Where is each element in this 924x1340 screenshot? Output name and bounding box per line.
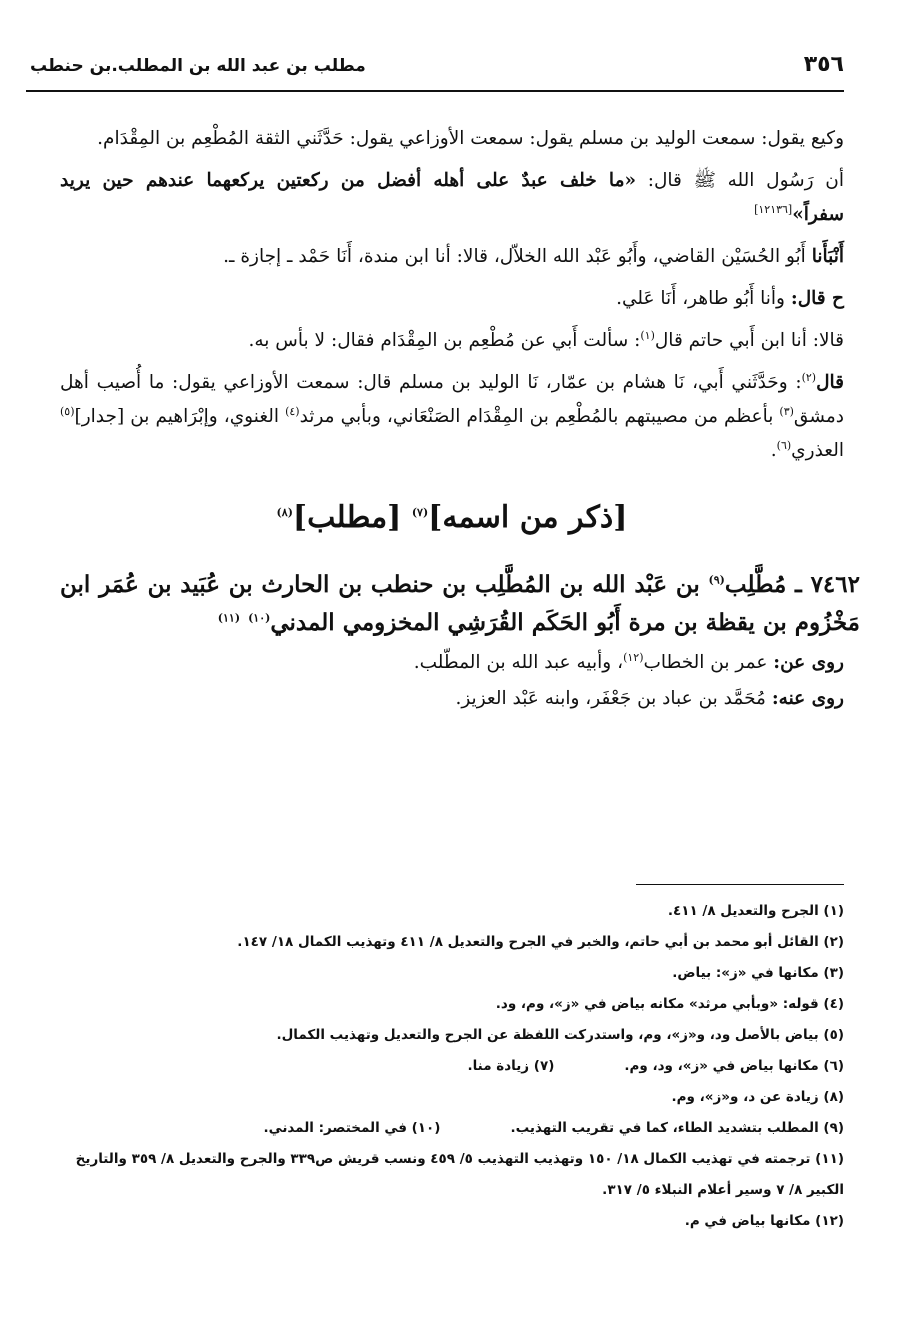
isnad-paragraph-2 [60, 282, 844, 316]
footnote-ref-4[interactable]: (٤) [285, 404, 300, 418]
entry-lineage: بن عَبْد الله بن المُطَّلِب بن حنطب بن الحارث بن عُبَيد بن عُمَر ابن مَخْزُوم بن يقظة بن مرة أَبُو الحَكَم القُرَشِي المخزومي المدني [60, 571, 860, 636]
footnote-ref-11[interactable]: (١١) [217, 611, 241, 625]
entry-name: ٧٤٦٢ ـ مُطَّلِب [724, 571, 860, 598]
narrated-from-line [60, 646, 844, 680]
narrated-from-label: روى عن: [773, 652, 844, 673]
footnote-ref-9[interactable]: (٩) [708, 573, 725, 587]
footnote-ref-5[interactable]: (٥) [60, 404, 75, 418]
footnote-divider [636, 884, 844, 885]
paragraph-1-text: وكيع يقول: سمعت الوليد بن مسلم يقول: سمعت الأوزاعي يقول: حَدَّثَني الثقة المُطْعِم بن المِقْدَام. [97, 128, 844, 149]
footnote-9: (٩) المطلب بتشديد الطاء، كما في تقريب التهذيب. [510, 1120, 844, 1136]
footnote-11: (١١) ترجمته في تهذيب الكمال ١٨/ ١٥٠ وتهذيب التهذيب ٥/ ٤٥٩ ونسب قريش ص٣٣٩ والجرح والتعديل ٨/ ٣٥٩ والتاريخ الكبير ٨/ ٧ وسير أعلام النبلاء ٥/ ٣١٧. [75, 1151, 844, 1198]
isnad-text-4b: بأعظم من مصيبتهم بالمُطْعِم بن المِقْدَام الصَنْعَاني، وبأبي مرثد [299, 406, 780, 427]
narrated-from-text-a: عمر بن الخطاب [643, 652, 774, 673]
footnote-8: (٨) زيادة عن د، و«ز»، وم. [671, 1089, 844, 1105]
footnote-3: (٣) مكانها في «ز»: بياض. [672, 965, 844, 981]
isnad-paragraph-3 [60, 324, 844, 358]
section-heading-a: [ذكر من اسمه] [428, 500, 628, 535]
isnad-lead-anbaana: أَنْبَأَنا [811, 246, 844, 267]
footnote-7: (٧) زيادة منا. [467, 1058, 555, 1074]
footnote-row-9-10 [60, 1113, 844, 1144]
footnote-1: (١) الجرح والتعديل ٨/ ٤١١. [667, 903, 844, 919]
isnad-paragraph-4 [60, 366, 844, 468]
footnote-ref-2[interactable]: (٢) [801, 370, 817, 384]
isnad-paragraph-1 [60, 240, 844, 274]
hadith-intro: أن رَسُول الله ﷺ قال: [636, 170, 844, 191]
footnote-5: (٥) بياض بالأصل ود، و«ز»، وم، واستدركت اللفظة عن الجرح والتعديل وتهذيب الكمال. [276, 1027, 844, 1043]
footnote-ref-12[interactable]: (١٢) [623, 650, 644, 664]
footnote-6: (٦) مكانها بياض في «ز»، ود، وم. [624, 1058, 844, 1074]
footnote-4: (٤) قوله: «وبأبي مرثد» مكانه بياض في «ز»، وم، ود. [495, 996, 844, 1012]
footnote-ref-6[interactable]: (٦) [776, 438, 792, 452]
narrated-by-line [60, 682, 844, 716]
footnote-ref-3[interactable]: (٣) [779, 404, 794, 418]
paragraph-1 [60, 122, 844, 156]
isnad-text-2: وأنا أَبُو طاهر، أَنَا عَلي. [616, 288, 791, 309]
footnote-row-6-7 [60, 1051, 844, 1082]
running-title: مطلب بن عبد الله بن المطلب.بن حنطب [30, 56, 366, 76]
section-heading [60, 496, 844, 540]
footnote-12: (١٢) مكانها بياض في م. [684, 1213, 844, 1229]
isnad-lead-ha: ح قال: [790, 288, 844, 309]
footnote-ref-7[interactable]: (٧) [411, 506, 429, 519]
section-heading-b: [مطلب] [292, 500, 412, 535]
narrated-by-label: روى عنه: [771, 688, 844, 709]
main-text [60, 122, 860, 718]
hadith-matn: «ما خلف عبدٌ على أهله أفضل من ركعتين يركعهما عندهم حين يريد سفراً» [60, 170, 844, 225]
isnad-text-1: أَبُو الحُسَيْن القاضي، وأَبُو عَبْد الله الخلاّل، قالا: أنا ابن مندة، أَنَا حَمْد ـ إجازة ـ. [223, 246, 812, 267]
isnad-lead-qala: قال [816, 372, 844, 393]
footnote-ref-1[interactable]: (١) [640, 328, 655, 342]
footnote-ref-10[interactable]: (١٠) [248, 611, 271, 625]
entry-heading [60, 566, 860, 642]
narrated-by-text: مُحَمَّد بن عباد بن جَعْفَر، وابنه عَبْد العزيز. [455, 688, 772, 709]
isnad-text-4a: : وحَدَّثَني أَبي، نَا هشام بن عمّار، نَا الوليد بن مسلم قال: سمعت الأوزاعي يقول: ما أُصيب أهل دمشق [60, 372, 844, 427]
hadith-number: [١٢١٣٦] [754, 202, 793, 216]
hadith-paragraph [60, 164, 844, 232]
isnad-text-4e: . [770, 440, 777, 461]
footnote-ref-8[interactable]: (٨) [276, 506, 293, 519]
isnad-text-4d: العذري [791, 440, 844, 461]
footnote-2: (٢) القائل أبو محمد بن أبي حاتم، والخبر في الجرح والتعديل ٨/ ٤١١ وتهذيب الكمال ١٨/ ١٤٧. [237, 934, 844, 950]
isnad-text-4c: الغنوي، وإبْرَاهيم بن [جدار] [74, 406, 286, 427]
narrated-from-text-b: ، وأبيه عبد الله بن المطّلب. [413, 652, 624, 673]
running-header [26, 50, 844, 92]
footnotes [60, 896, 844, 1237]
footnote-10: (١٠) في المختصر: المدني. [263, 1120, 441, 1136]
page-number: ٣٥٦ [803, 52, 844, 77]
isnad-text-3b: : سألت أَبي عن مُطْعِم بن المِقْدَام فقال: لا بأس به. [248, 330, 641, 351]
isnad-text-3a: قالا: أنا ابن أَبي حاتم قال [654, 330, 844, 351]
